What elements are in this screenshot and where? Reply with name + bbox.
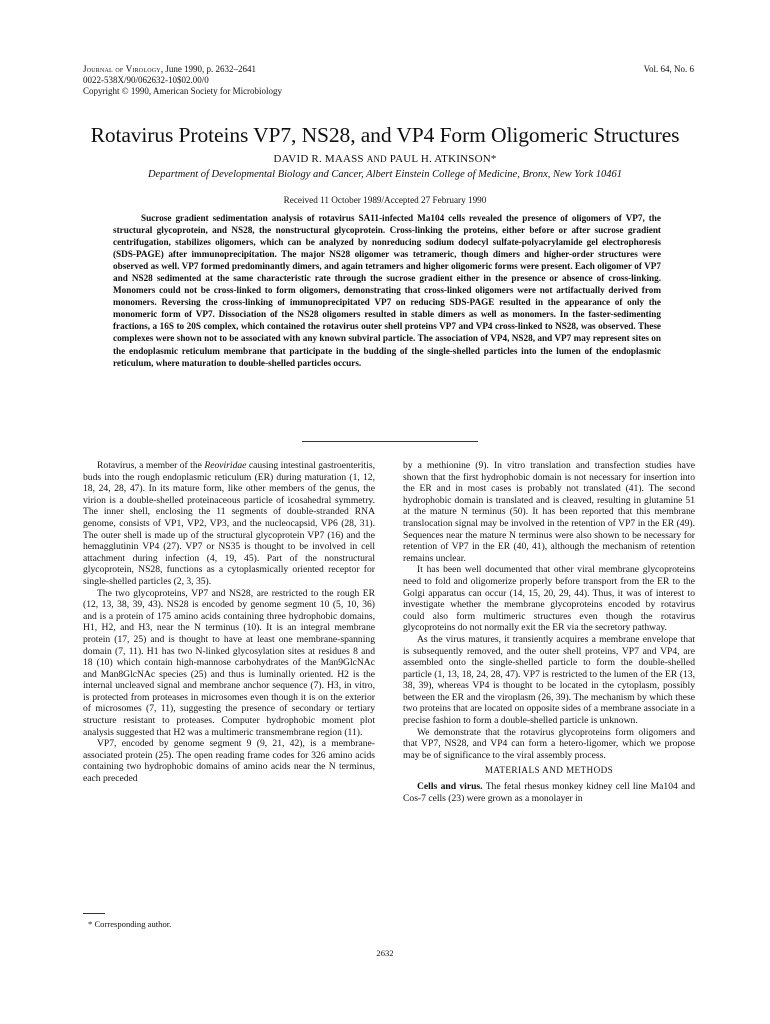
body-paragraph: VP7, encoded by genome segment 9 (9, 21, 42), is a membrane-associated protein (25). The open reading frame codes for 326 amino acids containing two hydrophobic domains of amino acids near the N terminus, each preceded <box>83 738 375 785</box>
body-paragraph: As the virus matures, it transiently acquires a membrane envelope that is subsequently removed, and the outer shell proteins, VP7 and VP4, are assembled onto the single-shelled particle to form the double-shelled particle (1, 13, 18, 24, 28, 47). VP7 is restricted to the lumen of the ER (13, 38, 39), whereas VP4 is thought to be located in the cytoplasm, possibly between the ER and the viroplasm (26, 39). The mechanism by which these two proteins that are located on opposite sides of a membrane associate in a precise fashion to form a double-shelled particle is unknown. <box>403 633 695 727</box>
body-paragraph: by a methionine (9). In vitro translation and transfection studies have shown that the first hydrophobic domain is not necessary for insertion into the ER and in most cases is probably not translated (41). The second hydrophobic domain is translated and is cleaved, resulting in glutamine 51 at the mature N terminus (50). It has been reported that this membrane translocation signal may be involved in the retention of VP7 in the ER (49). Sequences near the mature N terminus were also shown to be necessary for retention of VP7 in the ER (40, 41), although the mechanism of retention remains unclear. <box>403 460 695 564</box>
paragraph-text: causing intestinal gastroenteritis, buds into the rough endoplasmic reticulum (ER) during maturation (1, 12, 18, 24, 28, 47). In its mature form, like other members of the genus, the virion is a double-shelled proteinaceous particle of icosahedral symmetry. The inner shell, enclosing the 11 segments of double-stranded RNA genome, consists of VP1, VP2, VP3, and the nucleocapsid, VP6 (28, 31). The outer shell is made up of the structural glycoprotein VP7 (16) and the hemagglutinin VP4 (27). VP7 or NS35 is thought to be involved in cell attachment during infection (4, 19, 45). Part of the nonstructural glycoprotein, NS28, functions as a cytoplasmically oriented receptor for single-shelled particles (2, 3, 35). <box>83 460 375 587</box>
paragraph-text: Rotavirus, a member of the <box>97 460 205 471</box>
affiliation: Department of Developmental Biology and Cancer, Albert Einstein College of Medicine, Bronx, New York 10461 <box>147 169 623 180</box>
abstract-divider <box>302 441 478 442</box>
journal-citation <box>83 64 483 75</box>
body-paragraph <box>403 781 695 804</box>
abstract: Sucrose gradient sedimentation analysis of rotavirus SA11-infected Ma104 cells revealed the presence of oligomers of VP7, the structural glycoprotein, and NS28, the nonstructural glycoprotein. Cross-linking the proteins, either before or after sucrose gradient centrifugation, stabilizes oligomers, which can be analyzed by nonreducing sodium dodecyl sulfate-polyacrylamide gel electrophoresis (SDS-PAGE) after immunoprecipitation. The major NS28 oligomer was tetrameric, though dimers and higher-order structures were observed as well. VP7 formed predominantly dimers, and again tetramers and higher oligomeric forms were present. Each oligomer of VP7 and NS28 sedimented at the same characteristic rate through the sucrose gradient either in the presence or absence of cross-linking. Monomers could not be cross-linked to form oligomers, demonstrating that cross-linked oligomers were not artifactually derived from monomers. Reversing the cross-linking of immunoprecipitated VP7 on reducing SDS-PAGE resulted in the appearance of only the monomeric form of VP7. Dissociation of the NS28 oligomers resulted in stable dimers as well as monomers. In the faster-sedimenting fractions, a 16S to 20S complex, which contained the rotavirus outer shell proteins VP7 and VP4 cross-linked to NS28, was observed. These complexes were shown not to be associated with any known subviral particle. The association of VP4, NS28, and VP7 may represent sites on the endoplasmic reticulum membrane that participate in the budding of the single-shelled particles into the lumen of the endoplasmic reticulum, where maturation to double-shelled particles occurs. <box>113 213 661 368</box>
author-conjunction: AND <box>366 154 387 164</box>
author-name: PAUL H. ATKINSON* <box>389 153 497 165</box>
section-heading: MATERIALS AND METHODS <box>484 765 614 776</box>
body-paragraph <box>83 460 375 588</box>
paragraph-text: The fetal rhesus monkey kidney cell line Ma104 and Cos-7 cells (23) were grown as a monolayer in <box>403 781 695 804</box>
body-column-left <box>83 460 375 785</box>
footnote-divider <box>83 913 105 914</box>
journal-name: Journal of Virology <box>83 64 161 74</box>
volume-number: Vol. 64, No. 6 <box>643 64 694 74</box>
issue-date-pages: , June 1990, p. 2632–2641 <box>160 64 257 74</box>
footnote: * Corresponding author. <box>88 919 172 929</box>
body-paragraph: The two glycoproteins, VP7 and NS28, are restricted to the rough ER (12, 13, 38, 39, 43). NS28 is encoded by genome segment 10 (5, 10, 36) and is a protein of 175 amino acids containing three hydrophobic domains, H1, H2, and H3, near the N terminus (10). It is an integral membrane protein (17, 25) and is thought to have at least one membrane-spanning domain (7, 11). H1 has two N-linked glycosylation sites at residues 8 and 18 (10) which contain high-mannose carbohydrates of the Man9GlcNAc and Man8GlcNAc species (25) and thus is luminally oriented. H2 is the internal uncleaved signal and membrane anchor sequence (7). H3, in vitro, is protected from proteases in microsomes even though it is on the exterior of microsomes (7, 11), suggesting the presence of secondary or tertiary structure resistant to proteases. Computer hydrophobic moment plot analysis suggested that H2 was a multimeric transmembrane region (11). <box>83 587 375 738</box>
body-column-right <box>403 460 695 804</box>
copyright-line: Copyright © 1990, American Society for Microbiology <box>83 86 283 96</box>
author-name: DAVID R. MAASS <box>273 153 364 165</box>
taxon-name: Reoviridae <box>204 460 247 471</box>
issn-code: 0022-538X/90/062632-10$02.00/0 <box>83 75 209 85</box>
received-dates: Received 11 October 1989/Accepted 27 February 1990 <box>283 195 487 205</box>
running-header-left <box>83 64 483 97</box>
page-number: 2632 <box>376 948 394 958</box>
body-paragraph: It has been well documented that other viral membrane glycoproteins need to fold and oligomerize properly before transport from the ER to the Golgi apparatus can occur (14, 15, 20, 29, 44). Thus, it was of interest to investigate whether the membrane glycoproteins encoded by rotavirus could also form multimeric structures even though the rotavirus glycoproteins do not normally exit the ER via the secretory pathway. <box>403 564 695 634</box>
author-line <box>0 152 770 166</box>
body-paragraph: We demonstrate that the rotavirus glycoproteins form oligomers and that VP7, NS28, and VP4 can form a hetero-ligomer, which we propose may be of significance to the viral assembly process. <box>403 726 695 761</box>
article-title: Rotavirus Proteins VP7, NS28, and VP4 Form Oligomeric Structures <box>90 123 680 147</box>
run-in-heading: Cells and virus. <box>417 781 483 793</box>
